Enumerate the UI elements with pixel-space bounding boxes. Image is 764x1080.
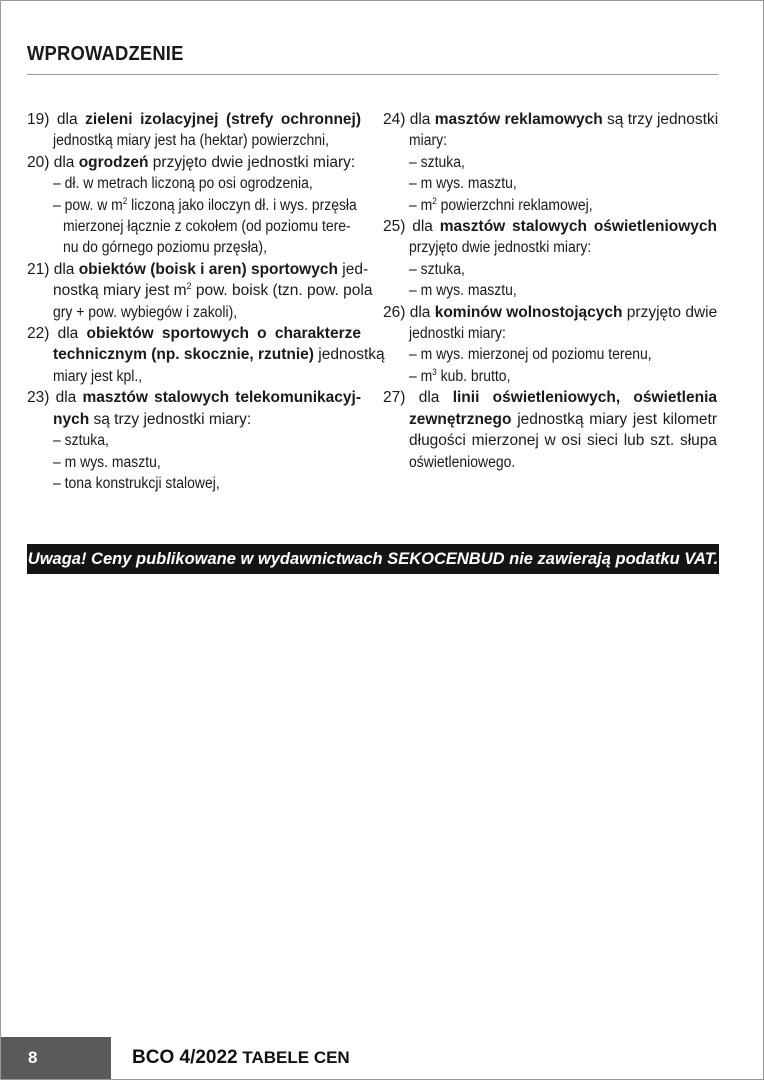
footer-publication [132, 1037, 350, 1079]
list-item-25: 25) dla masztów stalowych oświetleniowych [383, 218, 717, 236]
list-item-23: 23) dla masztów stalowych telekomunikacyj- [27, 389, 361, 407]
page-number: 8 [28, 1048, 38, 1067]
page-number-box [1, 1037, 111, 1079]
list-item-26: 26) dla kominów wolnostojących przyjęto dwie [383, 303, 718, 321]
left-column: 19) dla zieleni izolacyjnej (strefy ochronnej) jednostką miary jest ha (hektar) powierzchni, 20) dla ogrodzeń przyjęto dwie jednostki miary: – dł. w metrach liczoną po osi ogrodzenia, – pow. w $m^2$ liczoną jako iloczyn dł. i wys. przęsła mierzonej łącznie z cokołem (od poziomu tere- nu do górnego poziomu przęsła), 21) dla obiektów (boisk i aren) sportowych jed- nostką miary jest $m^2$ pow. boisk (tzn. pow. pola gry + pow. wybiegów i zakoli), 22) dla obiektów sportowych o charakterze technicznym (np. skocznie, rzutnie) jednostką miary jest kpl., 23) dla masztów stalowych telekomunikacyj- nych są trzy jednostki miary: – sztuka, – m wys. masztu, – tona konstrukcji stalowej, [27, 111, 385, 492]
list-item-24: 24) dla masztów reklamowych są trzy jednostki [383, 111, 719, 128]
list-item-22: 22) dla obiektów sportowych o charakterze [27, 325, 361, 343]
list-item-19: 19) dla zieleni izolacyjnej (strefy ochronnej) [27, 111, 361, 128]
list-item-21: 21) dla obiektów (boisk i aren) sportowych jed- [27, 260, 369, 278]
right-column: 24) dla masztów reklamowych są trzy jednostki miary: – sztuka, – m wys. masztu, – $m^2$ powierzchni reklamowej, 25) dla masztów stalowych oświetleniowych przyjęto dwie jednostki miary: – sztuka, – m wys. masztu, 26) dla kominów wolnostojących przyjęto dwie jednostki miary: – m wys. mierzonej od poziomu terenu, – $m^3$ kub. brutto, 27) dla linii oświetleniowych, oświetlenia zewnętrznego jednostką miary jest kilometr długości mierzonej w osi sieci lub szt. słupa oświetleniowego. [383, 111, 719, 471]
list-item-20: 20) dla ogrodzeń przyjęto dwie jednostki miary: [27, 153, 356, 171]
publication-title: TABELE CEN [242, 1048, 350, 1067]
list-item-27: 27) dla linii oświetleniowych, oświetlenia [383, 389, 717, 407]
page-title: WPROWADZENIE [27, 43, 184, 65]
vat-notice-banner: Uwaga! Ceny publikowane w wydawnictwach SEKOCENBUD nie zawierają podatku VAT. [27, 544, 719, 574]
publication-code: BCO 4/2022 [132, 1047, 238, 1068]
header-divider [27, 74, 718, 75]
